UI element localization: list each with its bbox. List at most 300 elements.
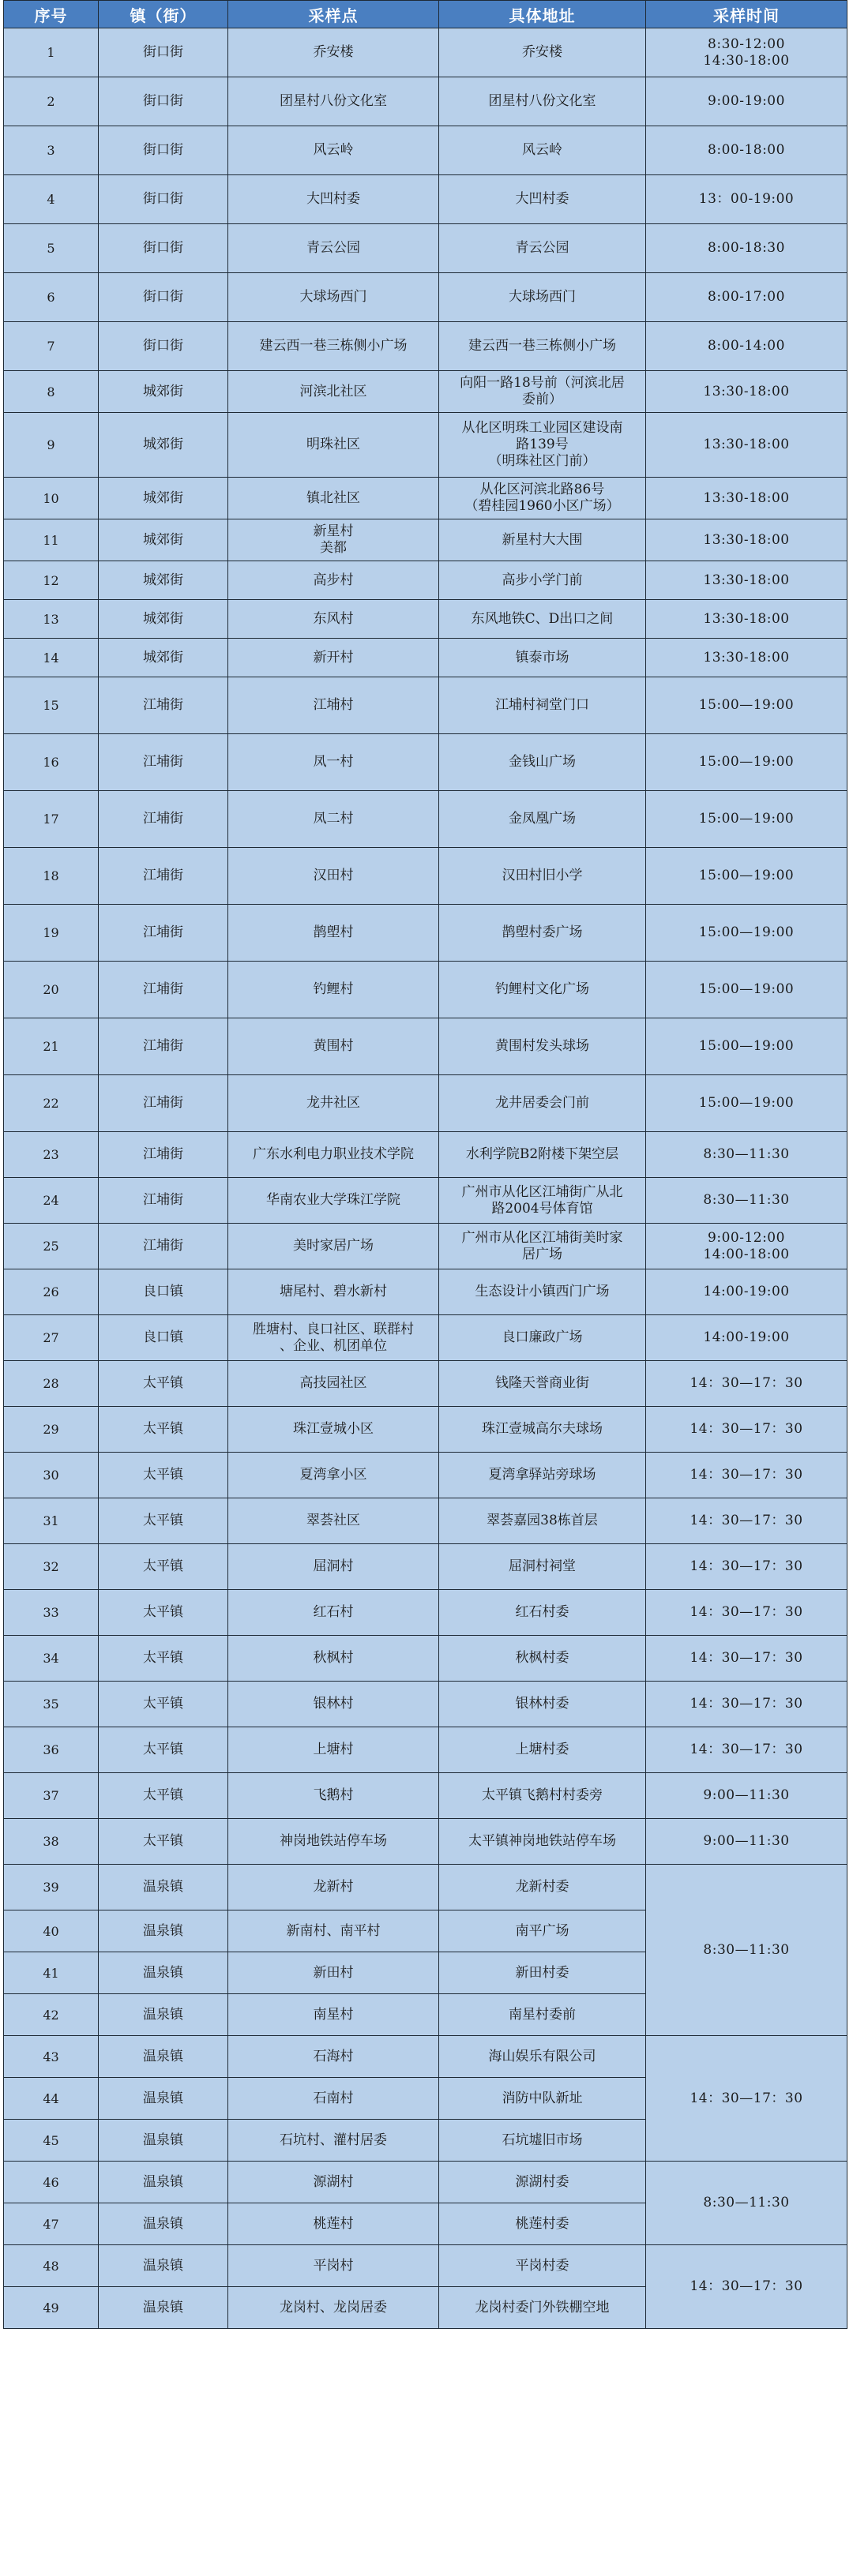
site-cell-line: 平岗村 bbox=[313, 2257, 354, 2274]
row-number: 18 bbox=[4, 848, 99, 905]
address-cell-line: 源湖村委 bbox=[515, 2173, 569, 2190]
address-cell-line: 秋枫村委 bbox=[515, 1650, 569, 1666]
time-cell-line: 8:00-18:00 bbox=[708, 142, 785, 158]
address-cell-line: 消防中队新址 bbox=[502, 2090, 583, 2106]
time-cell bbox=[646, 478, 847, 519]
time-cell bbox=[646, 791, 847, 848]
row-number: 42 bbox=[4, 1994, 99, 2036]
address-cell-line: （碧桂园1960小区广场） bbox=[464, 498, 620, 514]
site-cell bbox=[228, 371, 439, 413]
row-number: 1 bbox=[4, 28, 99, 77]
row-number: 32 bbox=[4, 1544, 99, 1590]
town-cell: 太平镇 bbox=[99, 1544, 228, 1590]
site-cell bbox=[228, 322, 439, 371]
time-cell bbox=[646, 1865, 847, 2036]
address-cell-line: 广州市从化区江埔街美时家 bbox=[461, 1229, 623, 1246]
site-cell bbox=[228, 1994, 439, 2036]
address-cell-line: 乔安楼 bbox=[522, 44, 562, 60]
table-row bbox=[4, 2162, 847, 2203]
town-cell: 温泉镇 bbox=[99, 2287, 228, 2329]
site-cell bbox=[228, 1361, 439, 1407]
table-row bbox=[4, 2245, 847, 2287]
time-cell-line: 14：30—17：30 bbox=[690, 1467, 803, 1483]
time-cell bbox=[646, 371, 847, 413]
time-cell-line: 13:30-18:00 bbox=[703, 649, 790, 666]
site-cell bbox=[228, 413, 439, 478]
site-cell-line: 夏湾拿小区 bbox=[299, 1467, 367, 1483]
site-cell-line: 石海村 bbox=[313, 2048, 354, 2064]
address-cell-line: 东风地铁C、D出口之间 bbox=[471, 610, 614, 627]
row-number: 6 bbox=[4, 273, 99, 322]
time-cell-line: 14：30—17：30 bbox=[690, 1513, 803, 1528]
table-row bbox=[4, 561, 847, 600]
town-cell: 太平镇 bbox=[99, 1682, 228, 1727]
time-cell bbox=[646, 1018, 847, 1075]
time-cell-line: 14:00-18:00 bbox=[703, 1246, 790, 1262]
table-row bbox=[4, 962, 847, 1018]
time-cell-line: 9:00-12:00 bbox=[708, 1229, 785, 1246]
address-cell-line: 上塘村委 bbox=[515, 1742, 569, 1757]
town-cell: 温泉镇 bbox=[99, 1994, 228, 2036]
time-cell-line: 8:30-12:00 bbox=[708, 36, 785, 52]
time-cell-line: 14：30—17：30 bbox=[690, 1375, 803, 1391]
town-cell: 良口镇 bbox=[99, 1315, 228, 1361]
address-cell bbox=[439, 791, 646, 848]
row-number: 28 bbox=[4, 1361, 99, 1407]
site-cell bbox=[228, 519, 439, 561]
table-body bbox=[4, 28, 847, 2329]
table-row bbox=[4, 273, 847, 322]
table-row bbox=[4, 1636, 847, 1682]
site-cell bbox=[228, 600, 439, 639]
site-cell bbox=[228, 1453, 439, 1498]
site-cell bbox=[228, 1636, 439, 1682]
address-cell bbox=[439, 1727, 646, 1773]
site-cell-line: 明珠社区 bbox=[306, 437, 360, 452]
time-cell-line: 15:00—19:00 bbox=[698, 811, 795, 827]
table-row bbox=[4, 1773, 847, 1819]
row-number: 36 bbox=[4, 1727, 99, 1773]
time-cell bbox=[646, 1636, 847, 1682]
site-cell bbox=[228, 1727, 439, 1773]
address-cell-line: 委前） bbox=[522, 392, 562, 407]
site-cell-line: 华南农业大学珠江学院 bbox=[266, 1192, 400, 1208]
table-row bbox=[4, 1453, 847, 1498]
site-cell-line: 红石村 bbox=[313, 1604, 354, 1620]
town-cell: 江埔街 bbox=[99, 1075, 228, 1132]
site-cell bbox=[228, 561, 439, 600]
time-cell-line: 14：30—17：30 bbox=[690, 2090, 803, 2106]
row-number: 17 bbox=[4, 791, 99, 848]
row-number: 31 bbox=[4, 1498, 99, 1544]
time-cell-line: 13:30-18:00 bbox=[703, 437, 790, 452]
town-cell: 街口街 bbox=[99, 77, 228, 126]
address-cell-line: 夏湾拿驿站旁球场 bbox=[488, 1467, 596, 1483]
town-cell: 江埔街 bbox=[99, 962, 228, 1018]
address-cell bbox=[439, 224, 646, 273]
row-number: 10 bbox=[4, 478, 99, 519]
address-cell-line: 太平镇神岗地铁站停车场 bbox=[468, 1833, 616, 1849]
address-cell bbox=[439, 2287, 646, 2329]
town-cell: 温泉镇 bbox=[99, 2036, 228, 2078]
time-cell-line: 8:00-14:00 bbox=[708, 338, 785, 354]
address-cell bbox=[439, 2203, 646, 2245]
address-cell-line: 黄围村发头球场 bbox=[495, 1038, 589, 1054]
header-no: 序号 bbox=[4, 1, 99, 28]
address-cell-line: 新星村大大围 bbox=[502, 531, 583, 548]
address-cell bbox=[439, 371, 646, 413]
town-cell: 温泉镇 bbox=[99, 1952, 228, 1994]
site-cell bbox=[228, 2203, 439, 2245]
address-cell-line: 路139号 bbox=[516, 437, 569, 452]
site-cell-line: 新田村 bbox=[313, 1964, 354, 1981]
table-row bbox=[4, 126, 847, 175]
address-cell-line: 珠江壹城高尔夫球场 bbox=[482, 1421, 603, 1437]
address-cell-line: 风云岭 bbox=[522, 142, 562, 158]
address-cell bbox=[439, 1910, 646, 1952]
address-cell bbox=[439, 1224, 646, 1269]
table-row bbox=[4, 322, 847, 371]
row-number: 11 bbox=[4, 519, 99, 561]
town-cell: 城郊街 bbox=[99, 413, 228, 478]
town-cell: 温泉镇 bbox=[99, 2245, 228, 2287]
site-cell bbox=[228, 126, 439, 175]
address-cell-line: 太平镇飞鹅村村委旁 bbox=[482, 1787, 603, 1803]
table-row bbox=[4, 413, 847, 478]
site-cell-line: 翠荟社区 bbox=[306, 1513, 360, 1528]
address-cell bbox=[439, 1498, 646, 1544]
time-cell bbox=[646, 905, 847, 962]
table-row bbox=[4, 1018, 847, 1075]
town-cell: 太平镇 bbox=[99, 1727, 228, 1773]
address-cell bbox=[439, 1453, 646, 1498]
row-number: 24 bbox=[4, 1178, 99, 1224]
site-cell-line: 团星村八份文化室 bbox=[280, 93, 387, 109]
time-cell-line: 13:30-18:00 bbox=[703, 531, 790, 548]
site-cell bbox=[228, 1407, 439, 1453]
town-cell: 太平镇 bbox=[99, 1498, 228, 1544]
address-cell-line: 龙井居委会门前 bbox=[495, 1095, 589, 1111]
time-cell bbox=[646, 677, 847, 734]
address-cell bbox=[439, 2162, 646, 2203]
time-cell-line: 15:00—19:00 bbox=[698, 754, 795, 770]
site-cell bbox=[228, 2036, 439, 2078]
address-cell bbox=[439, 2078, 646, 2120]
town-cell: 街口街 bbox=[99, 175, 228, 224]
time-cell bbox=[646, 28, 847, 77]
site-cell bbox=[228, 1018, 439, 1075]
address-cell bbox=[439, 905, 646, 962]
address-cell-line: 从化区河滨北路86号 bbox=[479, 482, 605, 497]
table-row bbox=[4, 791, 847, 848]
site-cell bbox=[228, 28, 439, 77]
site-cell bbox=[228, 1315, 439, 1361]
address-cell bbox=[439, 1773, 646, 1819]
address-cell bbox=[439, 561, 646, 600]
site-cell-line: 河滨北社区 bbox=[299, 383, 367, 399]
town-cell: 城郊街 bbox=[99, 519, 228, 561]
address-cell-line: 鹊塱村委广场 bbox=[502, 924, 583, 940]
address-cell-line: 汉田村旧小学 bbox=[502, 868, 583, 883]
site-cell-line: 龙井社区 bbox=[306, 1095, 360, 1111]
time-cell-line: 13:30-18:00 bbox=[703, 572, 790, 588]
row-number: 48 bbox=[4, 2245, 99, 2287]
table-row bbox=[4, 175, 847, 224]
row-number: 39 bbox=[4, 1865, 99, 1910]
time-cell-line: 8:30—11:30 bbox=[703, 1941, 790, 1958]
address-cell-line: 钓鲤村文化广场 bbox=[495, 981, 589, 997]
town-cell: 江埔街 bbox=[99, 1018, 228, 1075]
address-cell-line: 屈洞村祠堂 bbox=[509, 1558, 576, 1574]
town-cell: 城郊街 bbox=[99, 600, 228, 639]
table-row bbox=[4, 1819, 847, 1865]
address-cell bbox=[439, 2120, 646, 2162]
time-cell-line: 14：30—17：30 bbox=[690, 1421, 803, 1437]
site-cell bbox=[228, 2287, 439, 2329]
time-cell bbox=[646, 1178, 847, 1224]
address-cell-line: 水利学院B2附楼下架空层 bbox=[465, 1146, 619, 1162]
site-cell bbox=[228, 1590, 439, 1636]
site-cell bbox=[228, 1773, 439, 1819]
time-cell-line: 8:00-17:00 bbox=[708, 289, 785, 305]
site-cell-line: 龙岗村、龙岗居委 bbox=[280, 2299, 387, 2315]
time-cell bbox=[646, 1075, 847, 1132]
time-cell bbox=[646, 600, 847, 639]
address-cell-line: 南平广场 bbox=[515, 1922, 569, 1939]
row-number: 38 bbox=[4, 1819, 99, 1865]
table-row bbox=[4, 1544, 847, 1590]
table-row bbox=[4, 1361, 847, 1407]
time-cell-line: 14：30—17：30 bbox=[690, 1604, 803, 1620]
town-cell: 太平镇 bbox=[99, 1361, 228, 1407]
address-cell-line: 从化区明珠工业园区建设南 bbox=[461, 420, 623, 436]
site-cell-line: 石南村 bbox=[313, 2090, 354, 2106]
site-cell-line: 飞鹅村 bbox=[313, 1787, 354, 1803]
address-cell bbox=[439, 1178, 646, 1224]
address-cell-line: 生态设计小镇西门广场 bbox=[475, 1284, 610, 1299]
site-cell-line: 珠江壹城小区 bbox=[293, 1421, 374, 1437]
time-cell-line: 13:30-18:00 bbox=[703, 383, 790, 399]
site-cell-line: 高技园社区 bbox=[299, 1375, 367, 1391]
time-cell-line: 15:00—19:00 bbox=[698, 981, 795, 997]
time-cell bbox=[646, 1269, 847, 1315]
town-cell: 太平镇 bbox=[99, 1590, 228, 1636]
row-number: 49 bbox=[4, 2287, 99, 2329]
row-number: 16 bbox=[4, 734, 99, 791]
address-cell bbox=[439, 677, 646, 734]
time-cell-line: 9:00—11:30 bbox=[703, 1787, 790, 1803]
time-cell-line: 15:00—19:00 bbox=[698, 924, 795, 940]
time-cell-line: 15:00—19:00 bbox=[698, 697, 795, 713]
town-cell: 温泉镇 bbox=[99, 1910, 228, 1952]
row-number: 22 bbox=[4, 1075, 99, 1132]
row-number: 45 bbox=[4, 2120, 99, 2162]
time-cell bbox=[646, 1590, 847, 1636]
address-cell bbox=[439, 273, 646, 322]
address-cell-line: 路2004号体育馆 bbox=[491, 1200, 593, 1217]
time-cell-line: 14:30-18:00 bbox=[703, 52, 790, 69]
town-cell: 温泉镇 bbox=[99, 2162, 228, 2203]
row-number: 8 bbox=[4, 371, 99, 413]
site-cell bbox=[228, 273, 439, 322]
address-cell-line: 平岗村委 bbox=[515, 2257, 569, 2274]
address-cell-line: 广州市从化区江埔街广从北 bbox=[461, 1183, 623, 1200]
town-cell: 温泉镇 bbox=[99, 2203, 228, 2245]
town-cell: 太平镇 bbox=[99, 1819, 228, 1865]
address-cell bbox=[439, 848, 646, 905]
site-cell bbox=[228, 2078, 439, 2120]
time-cell bbox=[646, 224, 847, 273]
address-cell-line: 大球场西门 bbox=[509, 289, 576, 305]
address-cell bbox=[439, 1018, 646, 1075]
table-row bbox=[4, 2036, 847, 2078]
time-cell-line: 9:00—11:30 bbox=[703, 1833, 790, 1849]
site-cell-line: 东风村 bbox=[313, 610, 354, 627]
row-number: 13 bbox=[4, 600, 99, 639]
address-cell-line: 建云西一巷三栋侧小广场 bbox=[468, 338, 616, 354]
address-cell-line: 南星村委前 bbox=[509, 2006, 576, 2023]
address-cell bbox=[439, 1315, 646, 1361]
row-number: 15 bbox=[4, 677, 99, 734]
site-cell-line: 美都 bbox=[320, 540, 347, 556]
site-cell bbox=[228, 1819, 439, 1865]
time-cell-line: 14：30—17：30 bbox=[690, 1558, 803, 1574]
table-row bbox=[4, 1865, 847, 1910]
site-cell-line: 秋枫村 bbox=[313, 1650, 354, 1666]
site-cell-line: 美时家居广场 bbox=[293, 1238, 374, 1254]
table-row bbox=[4, 1315, 847, 1361]
row-number: 19 bbox=[4, 905, 99, 962]
time-cell bbox=[646, 1773, 847, 1819]
town-cell: 太平镇 bbox=[99, 1636, 228, 1682]
header-site: 采样点 bbox=[228, 1, 439, 28]
address-cell-line: 镇泰市场 bbox=[515, 649, 569, 666]
site-cell bbox=[228, 1224, 439, 1269]
time-cell bbox=[646, 77, 847, 126]
address-cell bbox=[439, 478, 646, 519]
site-cell bbox=[228, 1682, 439, 1727]
site-cell bbox=[228, 639, 439, 677]
town-cell: 江埔街 bbox=[99, 1132, 228, 1178]
site-cell-line: 乔安楼 bbox=[313, 44, 354, 60]
site-cell bbox=[228, 224, 439, 273]
site-cell bbox=[228, 2162, 439, 2203]
town-cell: 城郊街 bbox=[99, 478, 228, 519]
time-cell-line: 14:00-19:00 bbox=[703, 1329, 790, 1345]
site-cell-line: 神岗地铁站停车场 bbox=[280, 1833, 387, 1849]
time-cell bbox=[646, 848, 847, 905]
time-cell-line: 15:00—19:00 bbox=[698, 1038, 795, 1054]
site-cell bbox=[228, 2120, 439, 2162]
address-cell bbox=[439, 1407, 646, 1453]
address-cell-line: 高步小学门前 bbox=[502, 572, 583, 588]
address-cell bbox=[439, 126, 646, 175]
site-cell-line: 石坑村、灌村居委 bbox=[280, 2132, 387, 2148]
table-row bbox=[4, 1498, 847, 1544]
address-cell bbox=[439, 1682, 646, 1727]
town-cell: 街口街 bbox=[99, 322, 228, 371]
site-cell bbox=[228, 478, 439, 519]
time-cell bbox=[646, 1682, 847, 1727]
site-cell-line: 新南村、南平村 bbox=[286, 1922, 381, 1939]
address-cell-line: 钱隆天誉商业街 bbox=[495, 1375, 589, 1391]
row-number: 46 bbox=[4, 2162, 99, 2203]
town-cell: 温泉镇 bbox=[99, 2078, 228, 2120]
address-cell bbox=[439, 77, 646, 126]
table-row bbox=[4, 1682, 847, 1727]
site-cell-line: 青云公园 bbox=[306, 240, 360, 256]
site-cell-line: 高步村 bbox=[313, 572, 354, 588]
site-cell bbox=[228, 1498, 439, 1544]
address-cell bbox=[439, 734, 646, 791]
address-cell bbox=[439, 322, 646, 371]
table-row bbox=[4, 28, 847, 77]
town-cell: 太平镇 bbox=[99, 1407, 228, 1453]
address-cell bbox=[439, 639, 646, 677]
time-cell-line: 14：30—17：30 bbox=[690, 2278, 803, 2294]
row-number: 29 bbox=[4, 1407, 99, 1453]
town-cell: 良口镇 bbox=[99, 1269, 228, 1315]
time-cell-line: 14：30—17：30 bbox=[690, 1742, 803, 1757]
town-cell: 江埔街 bbox=[99, 1178, 228, 1224]
town-cell: 街口街 bbox=[99, 273, 228, 322]
site-cell-line: 凤二村 bbox=[313, 811, 354, 827]
table-row bbox=[4, 734, 847, 791]
table-row bbox=[4, 478, 847, 519]
site-cell-line: 黄围村 bbox=[313, 1038, 354, 1054]
town-cell: 温泉镇 bbox=[99, 1865, 228, 1910]
time-cell-line: 15:00—19:00 bbox=[698, 868, 795, 883]
town-cell: 江埔街 bbox=[99, 791, 228, 848]
time-cell bbox=[646, 175, 847, 224]
header-town: 镇（街） bbox=[99, 1, 228, 28]
town-cell: 江埔街 bbox=[99, 905, 228, 962]
time-cell bbox=[646, 322, 847, 371]
time-cell bbox=[646, 2162, 847, 2245]
time-cell bbox=[646, 1727, 847, 1773]
row-number: 33 bbox=[4, 1590, 99, 1636]
table-row bbox=[4, 1407, 847, 1453]
address-cell bbox=[439, 1590, 646, 1636]
site-cell bbox=[228, 905, 439, 962]
town-cell: 太平镇 bbox=[99, 1453, 228, 1498]
table-row bbox=[4, 905, 847, 962]
address-cell-line: 桃莲村委 bbox=[515, 2215, 569, 2232]
row-number: 43 bbox=[4, 2036, 99, 2078]
row-number: 27 bbox=[4, 1315, 99, 1361]
site-cell-line: 镇北社区 bbox=[306, 489, 360, 506]
time-cell-line: 8:30—11:30 bbox=[703, 1146, 790, 1162]
row-number: 34 bbox=[4, 1636, 99, 1682]
table-row bbox=[4, 1590, 847, 1636]
table-row bbox=[4, 1132, 847, 1178]
table-row bbox=[4, 1727, 847, 1773]
site-cell bbox=[228, 677, 439, 734]
time-cell bbox=[646, 1407, 847, 1453]
time-cell bbox=[646, 273, 847, 322]
address-cell bbox=[439, 2036, 646, 2078]
site-cell-line: 、企业、机团单位 bbox=[280, 1337, 387, 1354]
town-cell: 街口街 bbox=[99, 224, 228, 273]
site-cell bbox=[228, 175, 439, 224]
address-cell-line: 金钱山广场 bbox=[509, 754, 576, 770]
row-number: 41 bbox=[4, 1952, 99, 1994]
address-cell-line: 向阳一路18号前（河滨北居 bbox=[460, 375, 625, 391]
site-cell bbox=[228, 1544, 439, 1590]
row-number: 44 bbox=[4, 2078, 99, 2120]
time-cell bbox=[646, 1544, 847, 1590]
site-cell-line: 汉田村 bbox=[313, 868, 354, 883]
